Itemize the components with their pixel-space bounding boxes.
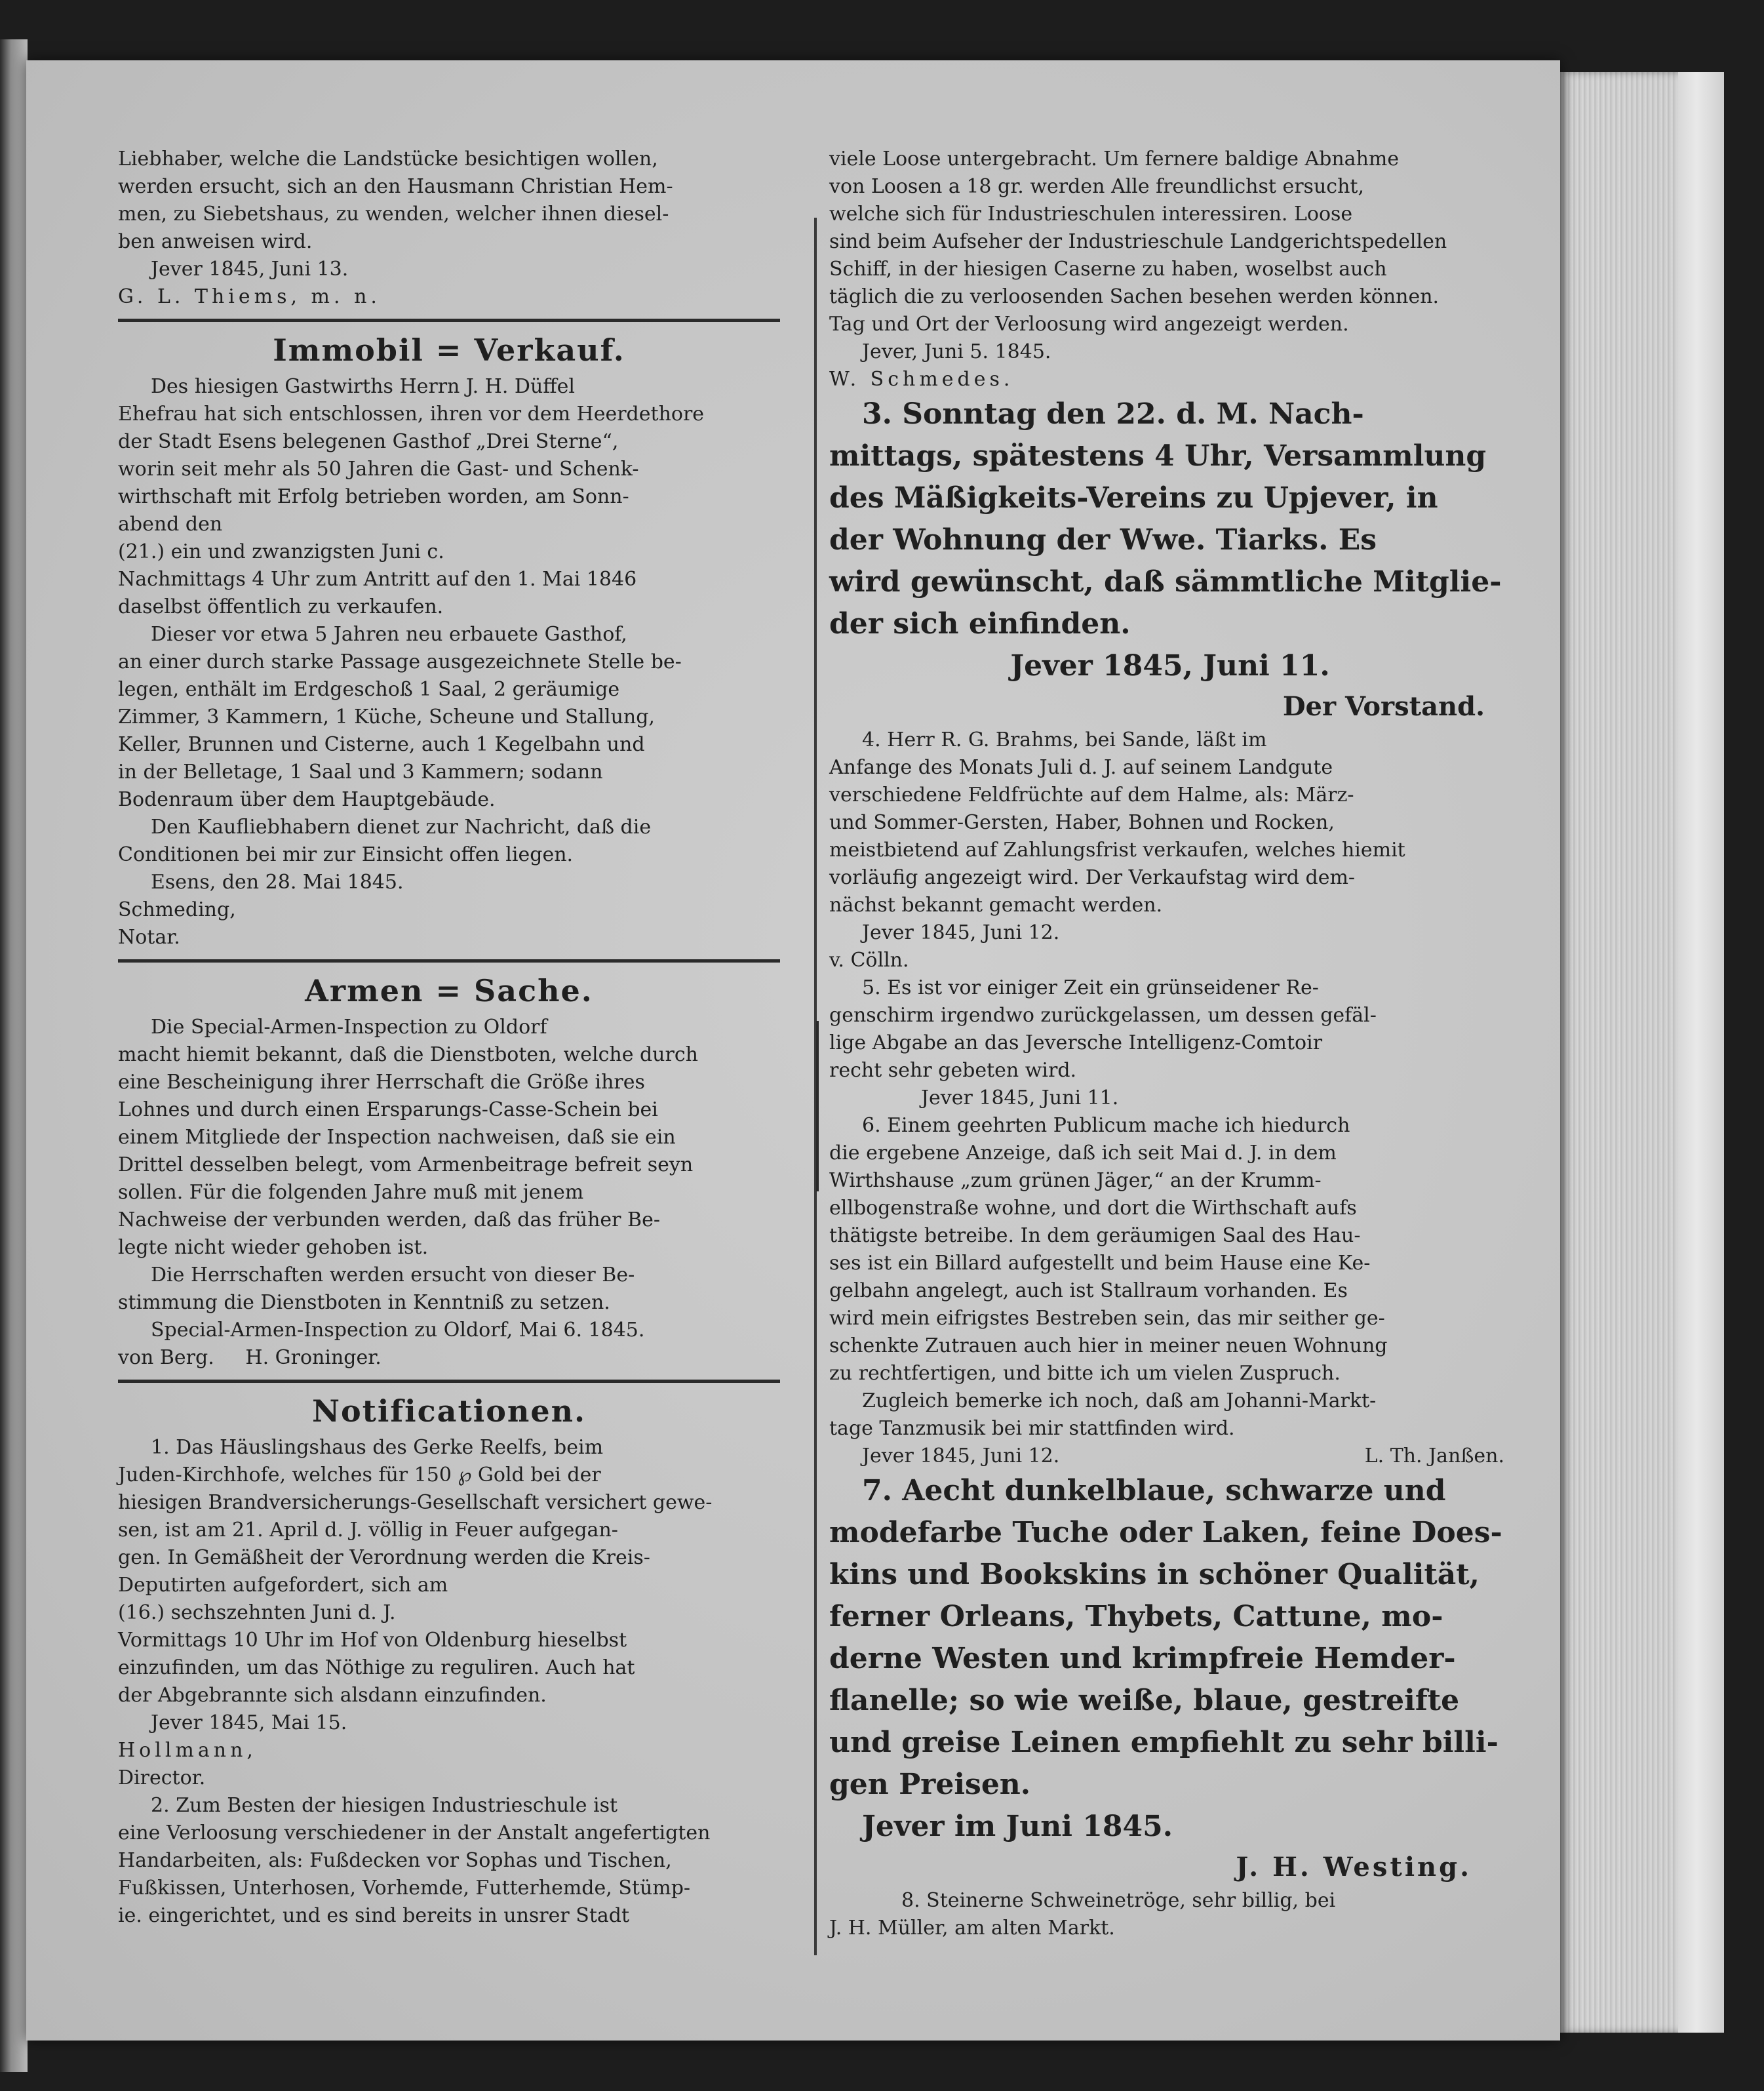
notif-line: einzufinden, um das Nöthige zu reguliren. Auch hat [118, 1656, 635, 1679]
n2-line: täglich die zu verloosenden Sachen besehen werden können. [829, 285, 1440, 308]
n5-line: 5. Es ist vor einiger Zeit ein grünseidener Re- [862, 976, 1319, 999]
immobil-line: abend den [118, 513, 223, 536]
immobil-heading: Immobil = Verkauf. [273, 332, 625, 368]
n5-place-date: Jever 1845, Juni 11. [921, 1086, 1119, 1109]
immobil-line: Keller, Brunnen und Cisterne, auch 1 Kegelbahn und [118, 733, 645, 756]
n4-line: vorläufig angezeigt wird. Der Verkaufstag wird dem- [829, 866, 1356, 889]
n8-line: 8. Steinerne Schweinetröge, sehr billig, bei [901, 1889, 1336, 1912]
n6-signature: L. Th. Janßen. [1364, 1444, 1504, 1467]
n8-signature: J. H. Müller, am alten Markt. [829, 1917, 1115, 1940]
n3-line: der sich einfinden. [829, 607, 1131, 641]
notif-line: eine Verloosung verschiedener in der Anstalt angefertigten [118, 1822, 711, 1844]
n3-line: der Wohnung der Wwe. Tiarks. Es [829, 523, 1377, 557]
intro-signature: G. L. Thiems, m. n. [118, 285, 381, 308]
n3-line: des Mäßigkeits-Vereins zu Upjever, in [829, 481, 1438, 515]
n4-line: Anfange des Monats Juli d. J. auf seinem Landgute [829, 756, 1333, 779]
n6-line: Wirthshause „zum grünen Jäger,“ an der Krumm- [829, 1169, 1322, 1192]
immobil-date: (21.) ein und zwanzigsten Juni c. [118, 540, 444, 563]
n6-line: die ergebene Anzeige, daß ich seit Mai d. J. in dem [829, 1142, 1337, 1165]
n6-line: wird mein eifrigstes Bestreben sein, das mir seither ge- [829, 1307, 1385, 1330]
n4-line: meistbietend auf Zahlungsfrist verkaufen, welches hiemit [829, 839, 1405, 862]
n5-line: recht sehr gebeten wird. [829, 1059, 1077, 1082]
immobil-line: Nachmittags 4 Uhr zum Antritt auf den 1. Mai 1846 [118, 568, 637, 591]
section-rule [118, 1380, 780, 1383]
intro-line: werden ersucht, sich an den Hausmann Christian Hem- [118, 175, 673, 198]
notif-signature: Hollmann, [118, 1739, 257, 1762]
n4-signature: v. Cölln. [829, 949, 909, 972]
immobil-line: an einer durch starke Passage ausgezeichnete Stelle be- [118, 650, 682, 673]
intro-line: Liebhaber, welche die Landstücke besichtigen wollen, [118, 148, 658, 170]
notif-line: gen. In Gemäßheit der Verordnung werden die Kreis- [118, 1546, 650, 1569]
intro-date: Jever 1845, Juni 13. [151, 258, 349, 281]
immobil-line: Dieser vor etwa 5 Jahren neu erbauete Gasthof, [151, 623, 627, 646]
armen-line: sollen. Für die folgenden Jahre muß mit jenem [118, 1181, 584, 1204]
n6-line: ellbogenstraße wohne, und dort die Wirthschaft aufs [829, 1197, 1357, 1220]
notif-line: hiesigen Brandversicherungs-Gesellschaft versichert gewe- [118, 1491, 713, 1514]
immobil-line: Conditionen bei mir zur Einsicht offen liegen. [118, 843, 574, 866]
n2-signature: W. Schmedes. [829, 368, 1014, 391]
immobil-signature-title: Notar. [118, 926, 180, 949]
n2-line: welche sich für Industrieschulen interessiren. Loose [829, 203, 1353, 226]
immobil-line: daselbst öffentlich zu verkaufen. [118, 595, 444, 618]
n7-line: 7. Aecht dunkelblaue, schwarze und [862, 1474, 1446, 1507]
armen-line: macht hiemit bekannt, daß die Dienstboten, welche durch [118, 1043, 698, 1066]
armen-heading: Armen = Sache. [305, 973, 593, 1008]
n4-line: 4. Herr R. G. Brahms, bei Sande, läßt im [862, 728, 1267, 751]
n6-line: 6. Einem geehrten Publicum mache ich hiedurch [862, 1114, 1350, 1137]
n4-line: nächst bekannt gemacht werden. [829, 894, 1163, 917]
n5-line: genschirm irgendwo zurückgelassen, um dessen gefäl- [829, 1004, 1377, 1027]
immobil-line: Bodenraum über dem Hauptgebäude. [118, 788, 496, 811]
immobil-line: in der Belletage, 1 Saal und 3 Kammern; sodann [118, 761, 603, 784]
armen-line: eine Bescheinigung ihrer Herrschaft die Größe ihres [118, 1071, 645, 1094]
immobil-line: Den Kaufliebhabern dienet zur Nachricht, daß die [151, 816, 652, 839]
n2-line: von Loosen a 18 gr. werden Alle freundlichst ersucht, [829, 175, 1364, 198]
immobil-line: legen, enthält im Erdgeschoß 1 Saal, 2 geräumige [118, 678, 620, 701]
n3-line: 3. Sonntag den 22. d. M. Nach- [862, 397, 1364, 431]
n5-line: lige Abgabe an das Jeversche Intelligenz-Comtoir [829, 1031, 1323, 1054]
n3-line: mittags, spätestens 4 Uhr, Versammlung [829, 439, 1487, 473]
n6-line: gelbahn angelegt, auch ist Stallraum vorhanden. Es [829, 1279, 1348, 1302]
n6-place-date: Jever 1845, Juni 12. [862, 1444, 1060, 1467]
section-rule [118, 959, 780, 963]
armen-line: Drittel desselben belegt, vom Armenbeitrage befreit seyn [118, 1153, 694, 1176]
margin-bracket-mark [816, 1021, 831, 1191]
n2-line: Schiff, in der hiesigen Caserne zu haben, woselbst auch [829, 258, 1387, 281]
notif-signature-title: Director. [118, 1766, 206, 1789]
notif-line: Juden-Kirchhofe, welches für 150 ℘ Gold bei der [118, 1464, 601, 1486]
n2-place-date: Jever, Juni 5. 1845. [862, 340, 1051, 363]
notif-line: sen, ist am 21. April d. J. völlig in Feuer aufgegan- [118, 1519, 618, 1542]
newspaper-page [26, 60, 1560, 2041]
immobil-line: worin seit mehr als 50 Jahren die Gast- und Schenk- [118, 458, 639, 481]
armen-signature: von Berg. H. Groninger. [118, 1346, 382, 1369]
n7-line: modefarbe Tuche oder Laken, feine Does- [829, 1516, 1502, 1549]
n7-line: und greise Leinen empfiehlt zu sehr billi- [829, 1726, 1499, 1759]
notif-line: Vormittags 10 Uhr im Hof von Oldenburg hieselbst [118, 1629, 627, 1652]
n7-place-date: Jever im Juni 1845. [862, 1810, 1173, 1843]
notif-line: 1. Das Häuslingshaus des Gerke Reelfs, beim [151, 1436, 604, 1459]
armen-line: legte nicht wieder gehoben ist. [118, 1236, 429, 1259]
immobil-line: Ehefrau hat sich entschlossen, ihren vor dem Heerdethore [118, 403, 705, 426]
n6-line: tage Tanzmusik bei mir stattfinden wird. [829, 1417, 1235, 1440]
armen-line: einem Mitgliede der Inspection nachweisen, daß sie ein [118, 1126, 676, 1149]
previous-page-edge [0, 39, 28, 2072]
notif-place-date: Jever 1845, Mai 15. [151, 1711, 347, 1734]
notif-line: 2. Zum Besten der hiesigen Industrieschule ist [151, 1794, 618, 1817]
n2-line: Tag und Ort der Verloosung wird angezeigt werden. [829, 313, 1349, 336]
n7-signature: J. H. Westing. [1236, 1852, 1472, 1882]
notif-line: Handarbeiten, als: Fußdecken vor Sophas und Tischen, [118, 1849, 672, 1872]
immobil-line: Zimmer, 3 Kammern, 1 Küche, Scheune und Stallung, [118, 706, 655, 728]
section-rule [118, 319, 780, 322]
armen-line: Die Herrschaften werden ersucht von dieser Be- [151, 1264, 635, 1286]
n3-place-date: Jever 1845, Juni 11. [1010, 649, 1330, 683]
n6-line: ses ist ein Billard aufgestellt und beim Hause eine Ke- [829, 1252, 1371, 1275]
n3-signature: Der Vorstand. [1282, 691, 1485, 722]
n4-place-date: Jever 1845, Juni 12. [862, 921, 1060, 944]
n4-line: verschiedene Feldfrüchte auf dem Halme, als: März- [829, 784, 1354, 807]
n6-line: Zugleich bemerke ich noch, daß am Johanni-Markt- [862, 1389, 1377, 1412]
immobil-line: der Stadt Esens belegenen Gasthof „Drei Sterne“, [118, 430, 619, 453]
book-page-stack [1560, 72, 1724, 2033]
armen-line: Die Special-Armen-Inspection zu Oldorf [151, 1016, 547, 1039]
notif-line: Fußkissen, Unterhosen, Vorhemde, Futterhemde, Stümp- [118, 1877, 691, 1900]
notif-heading: Notificationen. [311, 1393, 587, 1429]
notif-line: Deputirten aufgefordert, sich am [118, 1574, 448, 1597]
armen-line: Nachweise der verbunden werden, daß das früher Be- [118, 1208, 660, 1231]
n2-line: viele Loose untergebracht. Um fernere baldige Abnahme [829, 148, 1400, 170]
n7-line: ferner Orleans, Thybets, Cattune, mo- [829, 1600, 1443, 1633]
n7-line: gen Preisen. [829, 1768, 1031, 1801]
right-column [829, 146, 1511, 1942]
armen-place-date: Special-Armen-Inspection zu Oldorf, Mai 6. 1845. [151, 1319, 645, 1342]
n7-line: kins und Bookskins in schöner Qualität, [829, 1558, 1480, 1591]
n2-line: sind beim Aufseher der Industrieschule Landgerichtspedellen [829, 230, 1447, 253]
armen-line: stimmung die Dienstboten in Kenntniß zu setzen. [118, 1291, 610, 1314]
left-column [118, 146, 780, 1930]
notif-line: ie. eingerichtet, und es sind bereits in unsrer Stadt [118, 1904, 630, 1927]
immobil-line: Des hiesigen Gastwirths Herrn J. H. Düffel [151, 375, 575, 398]
immobil-place-date: Esens, den 28. Mai 1845. [151, 871, 404, 894]
n7-line: derne Westen und krimpfreie Hemder- [829, 1642, 1456, 1675]
immobil-line: wirthschaft mit Erfolg betrieben worden, am Sonn- [118, 485, 629, 508]
n7-line: flanelle; so wie weiße, blaue, gestreifte [829, 1684, 1460, 1717]
n6-footer [829, 1443, 1511, 1470]
intro-line: men, zu Siebetshaus, zu wenden, welcher ihnen diesel- [118, 203, 669, 226]
n6-line: zu rechtfertigen, und bitte ich um vielen Zuspruch. [829, 1362, 1341, 1385]
intro-line: ben anweisen wird. [118, 230, 313, 253]
n3-line: wird gewünscht, daß sämmtliche Mitglie- [829, 565, 1502, 599]
notif-line: der Abgebrannte sich alsdann einzufinden. [118, 1684, 547, 1707]
armen-line: Lohnes und durch einen Ersparungs-Casse-Schein bei [118, 1098, 658, 1121]
n4-line: und Sommer-Gersten, Haber, Bohnen und Rocken, [829, 811, 1335, 834]
n6-line: thätigste betreibe. In dem geräumigen Saal des Hau- [829, 1224, 1361, 1247]
n6-line: schenkte Zutrauen auch hier in meiner neuen Wohnung [829, 1334, 1388, 1357]
notif-date: (16.) sechszehnten Juni d. J. [118, 1601, 396, 1624]
immobil-signature: Schmeding, [118, 898, 236, 921]
